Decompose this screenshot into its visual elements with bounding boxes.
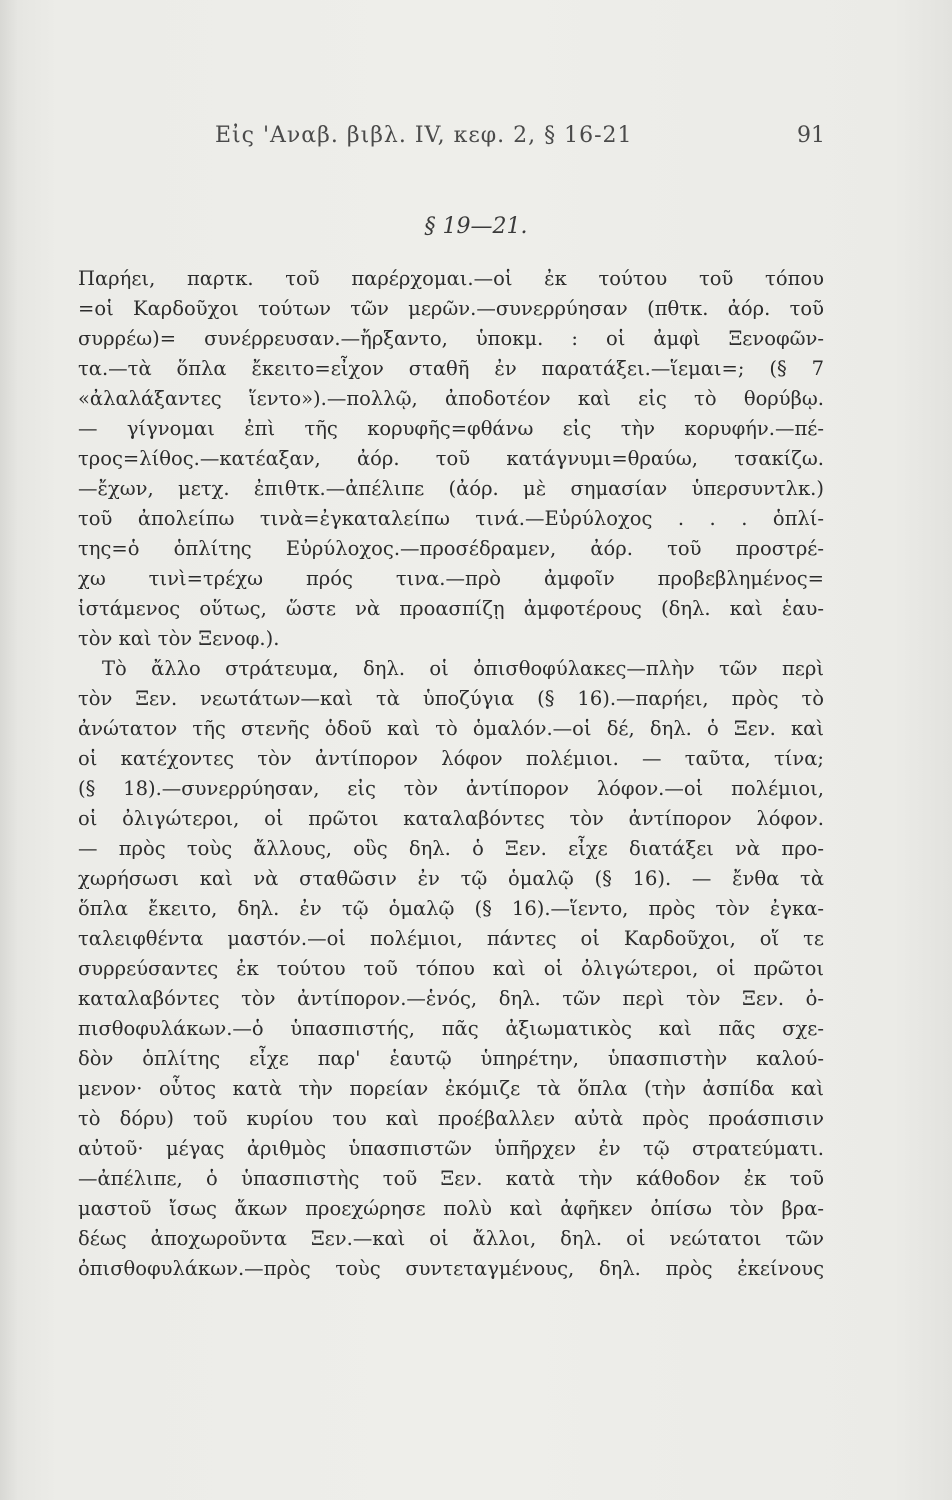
text-line: οἱ κατέχοντες τὸν ἀντίπορον λόφον πολέμιοι. — ταῦτα, τίνα; (78, 747, 824, 770)
text-line: πισθοφυλάκων.—ὁ ὑπασπιστής, πᾶς ἀξιωματικὸς καὶ πᾶς σχε- (78, 1017, 824, 1040)
text-line: μαστοῦ ἴσως ἄκων προεχώρησε πολὺ καὶ ἀφῆκεν ὀπίσω τὸν βρα- (78, 1197, 824, 1220)
text-line: τρος=λίθος.—κατέαξαν, ἀόρ. τοῦ κατάγνυμι=θραύω, τσακίζω. (78, 447, 824, 470)
text-line: Τὸ ἄλλο στράτευμα, δηλ. οἱ ὀπισθοφύλακες—πλὴν τῶν περὶ (102, 657, 824, 680)
text-line: μενον· οὗτος κατὰ τὴν πορείαν ἐκόμιζε τὰ ὅπλα (τὴν ἀσπίδα καὶ (78, 1077, 824, 1100)
text-line: συρρέω)= συνέρρευσαν.—ἤρξαντο, ὑποκμ. : οἱ ἀμφὶ Ξενοφῶν- (78, 327, 824, 350)
text-line: ἱστάμενος οὕτως, ὥστε νὰ προασπίζῃ ἀμφοτέρους (δηλ. καὶ ἑαυ- (78, 597, 824, 620)
text-line: της=ὁ ὁπλίτης Εὐρύλοχος.—προσέδραμεν, ἀόρ. τοῦ προστρέ- (78, 537, 824, 560)
text-line: ὀπισθοφυλάκων.—πρὸς τοὺς συντεταγμένους, δηλ. πρὸς ἐκείνους (78, 1257, 824, 1280)
text-line: δέως ἀποχωροῦντα Ξεν.—καὶ οἱ ἄλλοι, δηλ. οἱ νεώτατοι τῶν (78, 1227, 824, 1250)
text-line: χωρήσωσι καὶ νὰ σταθῶσιν ἐν τῷ ὁμαλῷ (§ 16). — ἔνθα τὰ (78, 867, 824, 890)
text-line: ἀνώτατον τῆς στενῆς ὁδοῦ καὶ τὸ ὁμαλόν.—οἱ δέ, δηλ. ὁ Ξεν. καὶ (78, 717, 824, 740)
running-head: Εἰς 'Αναβ. βιβλ. IV, κεφ. 2, § 16-21 (215, 123, 633, 148)
text-line: «ἀλαλάξαντες ἵεντο»).—πολλῷ, ἀποδοτέον καὶ εἰς τὸ θορύβῳ. (78, 387, 824, 410)
text-line: δὸν ὁπλίτης εἶχε παρ' ἑαυτῷ ὑπηρέτην, ὑπασπιστὴν καλού- (78, 1047, 824, 1070)
text-line: =οἱ Καρδοῦχοι τούτων τῶν μερῶν.—συνερρύησαν (πθτκ. ἀόρ. τοῦ (78, 297, 824, 320)
text-line: —ἀπέλιπε, ὁ ὑπασπιστὴς τοῦ Ξεν. κατὰ τὴν κάθοδον ἐκ τοῦ (78, 1167, 824, 1190)
text-line: αὐτοῦ· μέγας ἀριθμὸς ὑπασπιστῶν ὑπῆρχεν ἐν τῷ στρατεύματι. (78, 1137, 824, 1160)
text-line: (§ 18).—συνερρύησαν, εἰς τὸν ἀντίπορον λόφον.—οἱ πολέμιοι, (78, 777, 824, 800)
section-title: § 19—21. (424, 214, 528, 239)
text-line: καταλαβόντες τὸν ἀντίπορον.—ἑνός, δηλ. τῶν περὶ τὸν Ξεν. ὀ- (78, 987, 824, 1010)
page-number: 91 (797, 123, 825, 148)
text-line: τὸν καὶ τὸν Ξενοφ.). (78, 627, 280, 650)
text-line: τοῦ ἀπολείπω τινὰ=ἐγκαταλείπω τινά.—Εὐρύλοχος . . . ὁπλί- (78, 507, 824, 530)
text-line: — γίγνομαι ἐπὶ τῆς κορυφῆς=φθάνω εἰς τὴν κορυφήν.—πέ- (78, 417, 824, 440)
text-line: ὅπλα ἔκειτο, δηλ. ἐν τῷ ὁμαλῷ (§ 16).—ἵεντο, πρὸς τὸν ἐγκα- (78, 897, 824, 920)
text-line: τα.—τὰ ὅπλα ἔκειτο=εἶχον σταθῆ ἐν παρατάξει.—ἵεμαι=; (§ 7 (78, 357, 824, 380)
text-line: —ἔχων, μετχ. ἐπιθτκ.—ἀπέλιπε (ἀόρ. μὲ σημασίαν ὑπερσυντλκ.) (78, 477, 824, 500)
text-line: — πρὸς τοὺς ἄλλους, οὓς δηλ. ὁ Ξεν. εἶχε διατάξει νὰ προ- (78, 837, 824, 860)
page-header (215, 123, 825, 153)
text-line: τὸ δόρυ) τοῦ κυρίου του καὶ προέβαλλεν αὐτὰ πρὸς προάσπισιν (78, 1107, 824, 1130)
text-line: συρρεύσαντες ἐκ τούτου τοῦ τόπου καὶ οἱ ὀλιγώτεροι, οἱ πρῶτοι (78, 957, 824, 980)
text-line: οἱ ὀλιγώτεροι, οἱ πρῶτοι καταλαβόντες τὸν ἀντίπορον λόφον. (78, 807, 824, 830)
text-line: χω τινὶ=τρέχω πρός τινα.—πρὸ ἀμφοῖν προβεβλημένος= (78, 567, 824, 590)
text-line: τὸν Ξεν. νεωτάτων—καὶ τὰ ὑποζύγια (§ 16).—παρήει, πρὸς τὸ (78, 687, 824, 710)
text-line: ταλειφθέντα μαστόν.—οἱ πολέμιοι, πάντες οἱ Καρδοῦχοι, οἵ τε (78, 927, 824, 950)
text-line: Παρήει, παρτκ. τοῦ παρέρχομαι.—οἱ ἐκ τούτου τοῦ τόπου (78, 267, 824, 290)
commentary-text (78, 264, 824, 1284)
